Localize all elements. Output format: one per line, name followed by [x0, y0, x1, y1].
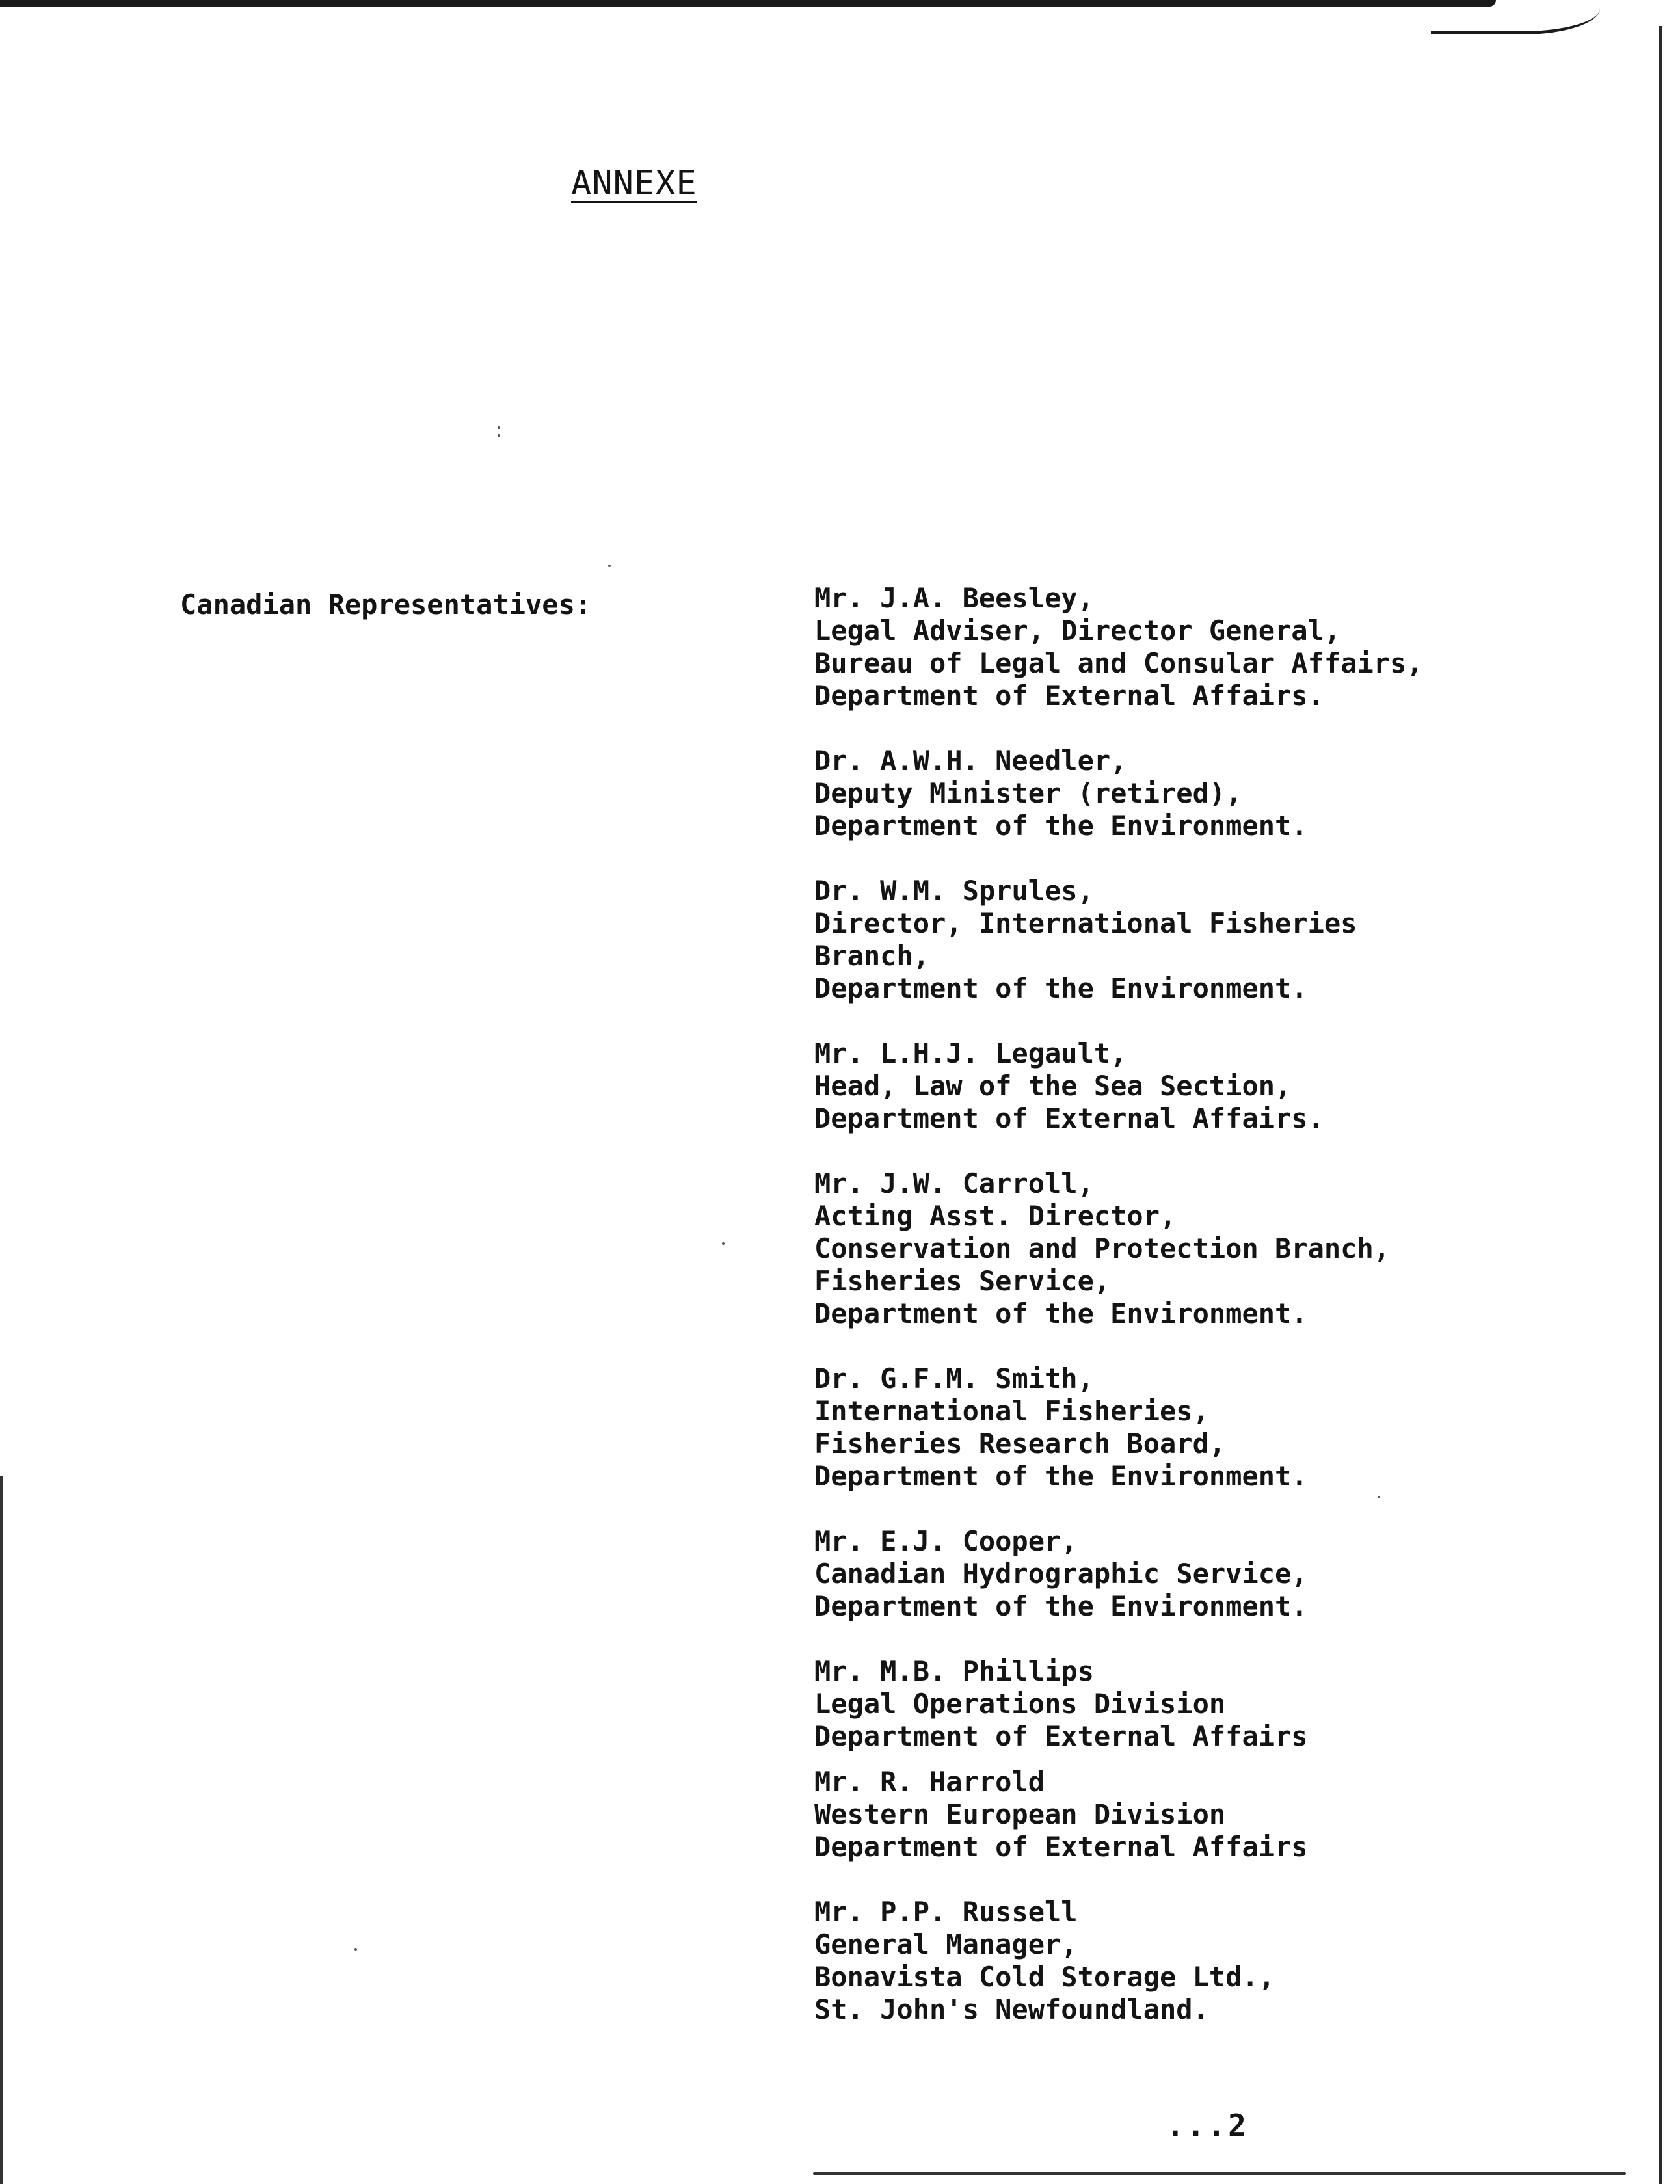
representative-name: Mr. L.H.J. Legault, — [814, 1037, 1127, 1069]
representative-bureau: Bureau of Legal and Consular Affairs, — [814, 647, 1423, 679]
representative-company: Bonavista Cold Storage Ltd., — [814, 1961, 1275, 1993]
representative-entry — [814, 1363, 1647, 1493]
representative-title: International Fisheries, — [814, 1395, 1209, 1427]
representative-division: Legal Operations Division — [814, 1688, 1226, 1720]
scan-speck — [498, 426, 500, 429]
representative-entry — [814, 582, 1647, 712]
scan-edge-left — [0, 1476, 3, 2184]
scan-speck — [354, 1948, 357, 1951]
representative-entry — [814, 1896, 1647, 2026]
scan-edge-bottom — [813, 2172, 1626, 2175]
representative-name: Mr. M.B. Phillips — [814, 1655, 1094, 1687]
representative-board: Fisheries Research Board, — [814, 1428, 1226, 1459]
scan-speck — [722, 1242, 725, 1245]
scan-speck — [608, 565, 611, 567]
annexe-title: ANNEXE — [571, 164, 697, 203]
representative-entry — [814, 875, 1647, 1005]
scan-edge-right — [1659, 26, 1662, 2184]
representative-department: Department of the Environment. — [814, 1298, 1308, 1329]
representative-branch: Conservation and Protection Branch, — [814, 1232, 1391, 1264]
representative-department: Department of External Affairs — [814, 1720, 1308, 1752]
representative-name: Mr. R. Harrold — [814, 1766, 1045, 1798]
representative-name: Mr. P.P. Russell — [814, 1896, 1078, 1928]
representative-department: Department of the Environment. — [814, 810, 1308, 842]
representative-entry — [814, 1167, 1647, 1330]
representative-department: Department of the Environment. — [814, 1590, 1308, 1622]
representative-service: Fisheries Service, — [814, 1265, 1111, 1297]
representative-title: Legal Adviser, Director General, — [814, 615, 1341, 646]
representative-name: Mr. E.J. Cooper, — [814, 1525, 1078, 1557]
representative-title: General Manager, — [814, 1928, 1078, 1960]
representative-title: Deputy Minister (retired), — [814, 777, 1242, 809]
representative-entry — [814, 745, 1647, 842]
page-continuation-marker: ...2 — [1166, 2108, 1249, 2143]
representative-service: Canadian Hydrographic Service, — [814, 1558, 1308, 1590]
representative-name: Dr. A.W.H. Needler, — [814, 745, 1127, 777]
representative-name: Dr. G.F.M. Smith, — [814, 1363, 1094, 1394]
representative-entry — [814, 1037, 1647, 1135]
representative-title: Director, International Fisheries — [814, 907, 1357, 939]
scan-edge-top-curl — [1431, 1, 1600, 34]
representative-name: Dr. W.M. Sprules, — [814, 875, 1094, 907]
representative-department: Department of External Affairs. — [814, 680, 1324, 712]
representative-title: Acting Asst. Director, — [814, 1200, 1177, 1232]
representative-branch: Branch, — [814, 940, 930, 972]
representative-department: Department of the Environment. — [814, 972, 1308, 1004]
representative-department: Department of External Affairs — [814, 1831, 1308, 1863]
representative-department: Department of External Affairs. — [814, 1102, 1324, 1134]
representative-title: Head, Law of the Sea Section, — [814, 1070, 1292, 1102]
representative-entry — [814, 1766, 1647, 1863]
section-label: Canadian Representatives: — [180, 589, 592, 620]
representatives-list — [814, 582, 1647, 2026]
representative-entry — [814, 1525, 1647, 1623]
scan-edge-top — [0, 0, 1496, 7]
representative-name: Mr. J.W. Carroll, — [814, 1167, 1094, 1199]
representative-location: St. John's Newfoundland. — [814, 1993, 1209, 2025]
representative-division: Western European Division — [814, 1798, 1226, 1830]
representative-name: Mr. J.A. Beesley, — [814, 582, 1094, 614]
scan-speck — [498, 434, 500, 437]
representative-department: Department of the Environment. — [814, 1460, 1308, 1492]
representative-entry — [814, 1655, 1647, 1753]
